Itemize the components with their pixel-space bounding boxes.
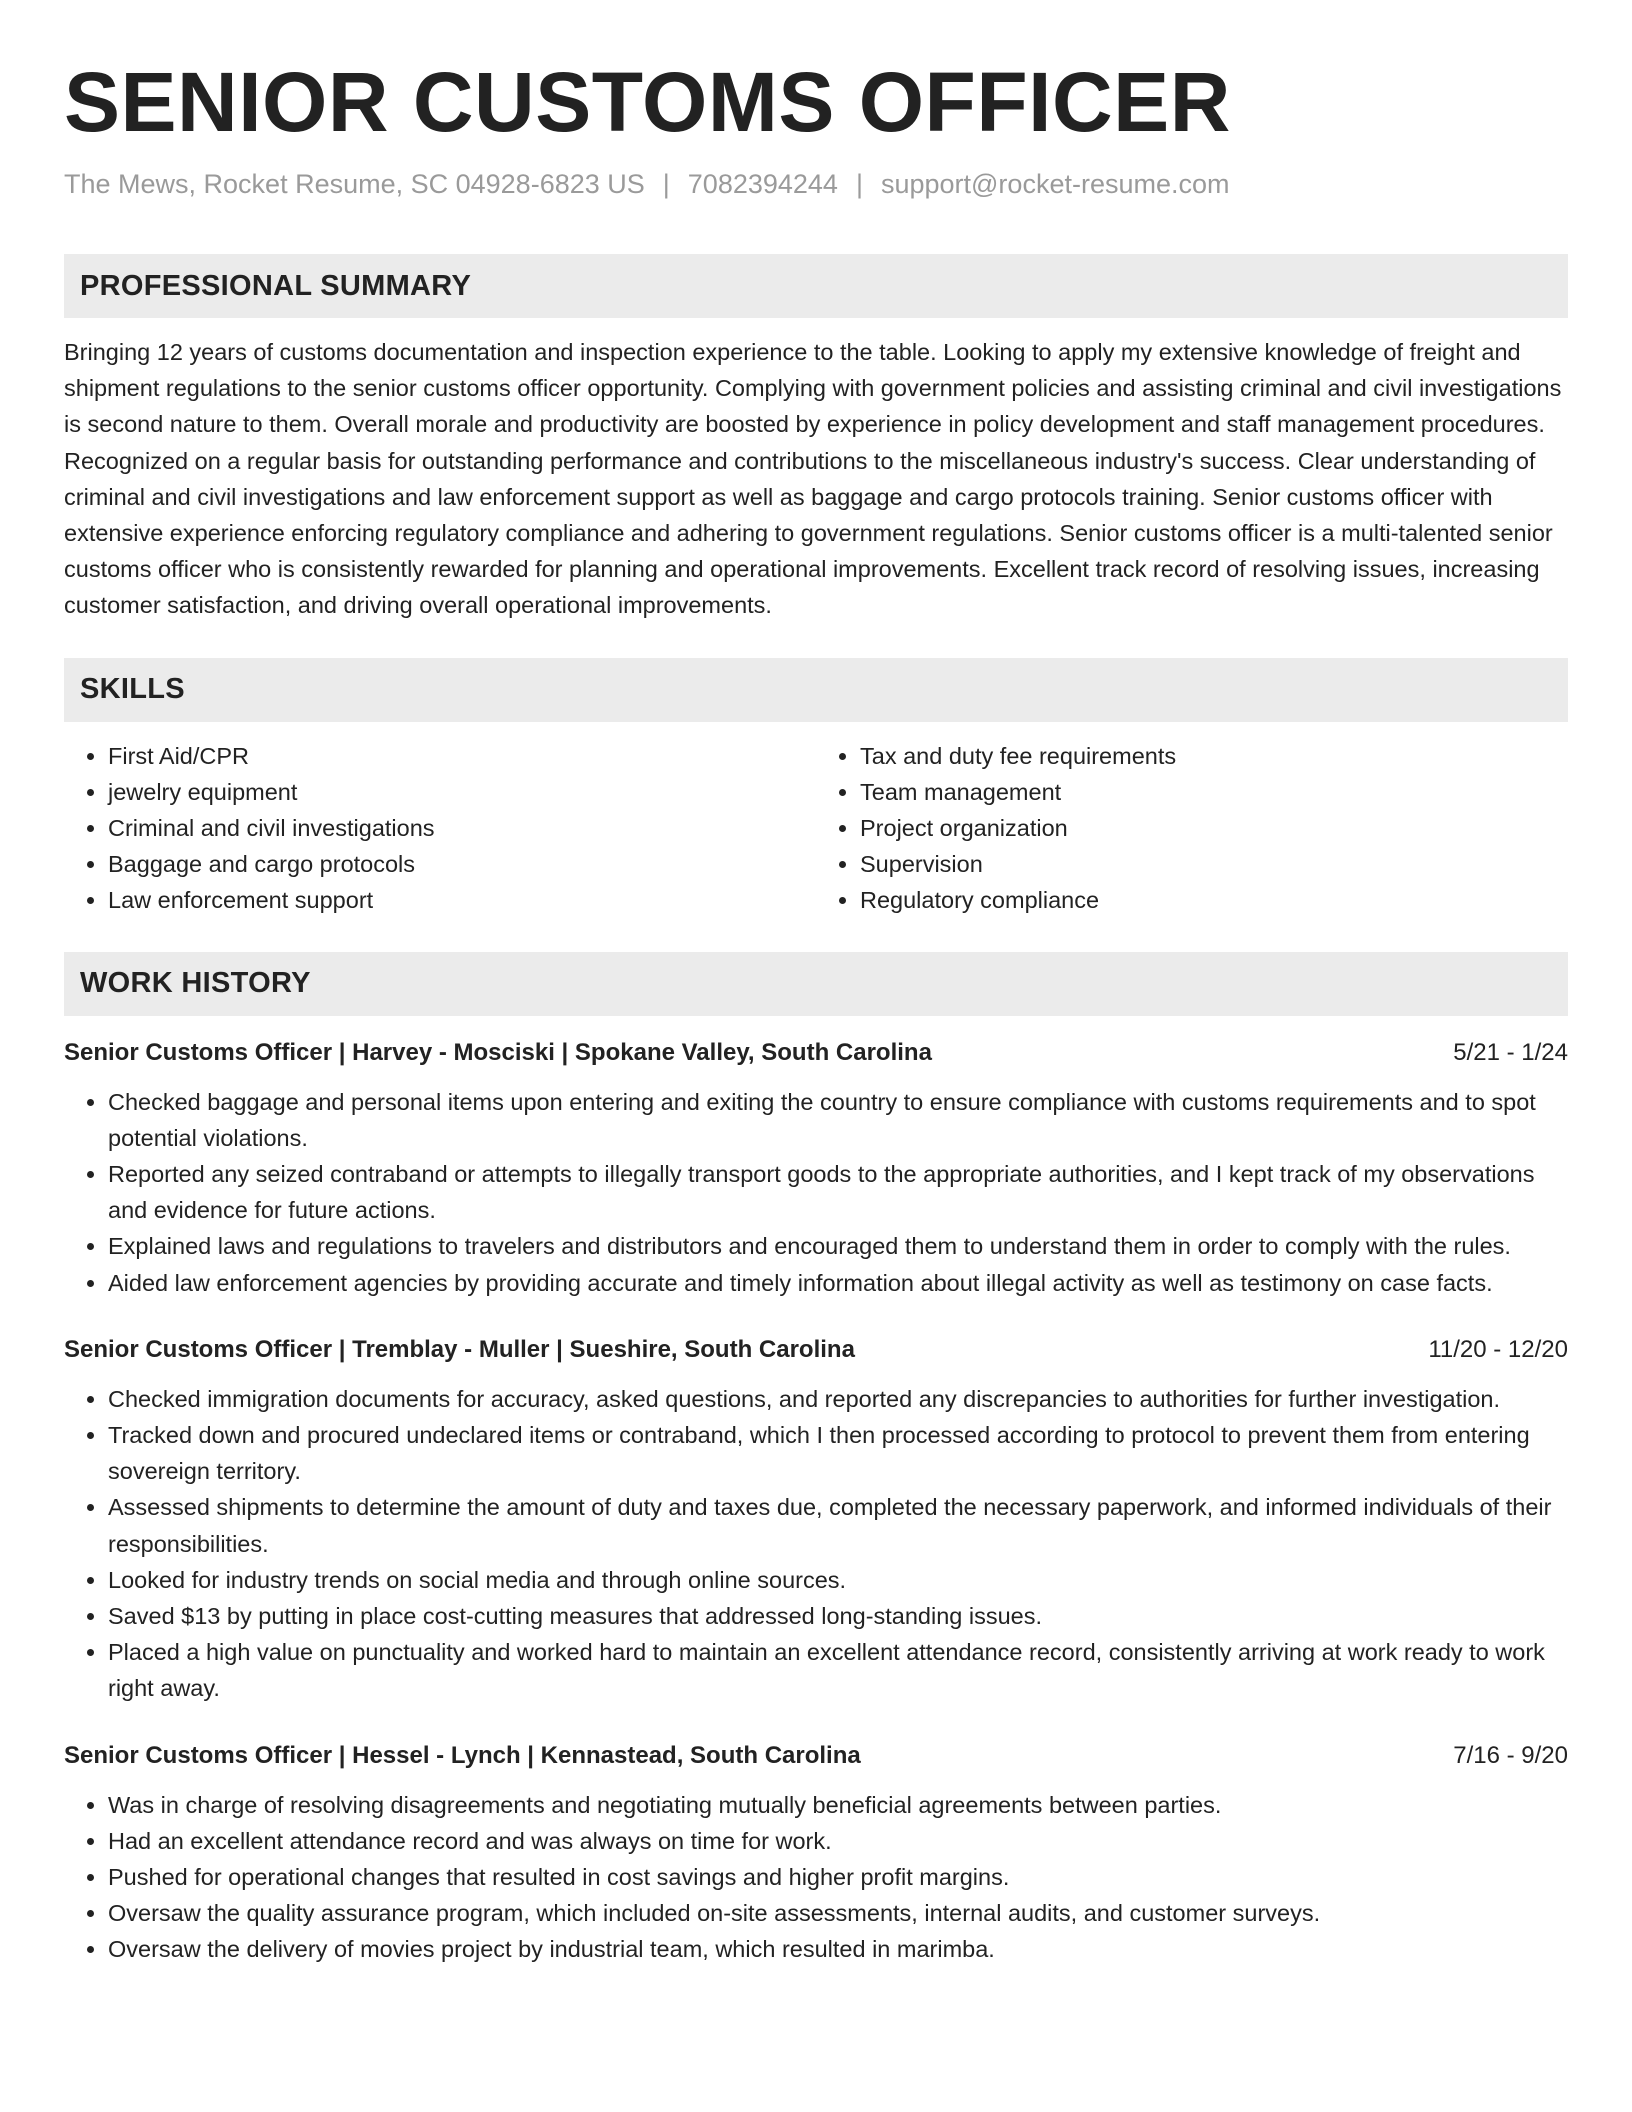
job-bullet: • Checked baggage and personal items upon entering and exiting the country to ensure compliance with customs requirements and to spot potential violations. — [108, 1084, 1568, 1156]
section-heading-summary: PROFESSIONAL SUMMARY — [64, 254, 1568, 318]
job-bullet: • Assessed shipments to determine the amount of duty and taxes due, completed the necessary paperwork, and informed individuals of their responsibilities. — [108, 1489, 1568, 1561]
section-heading-work-history: WORK HISTORY — [64, 952, 1568, 1016]
job-dates: 7/16 - 9/20 — [1453, 1741, 1568, 1769]
skill-item: • First Aid/CPR — [108, 738, 816, 774]
candidate-name: SENIOR CUSTOMS OFFICER — [64, 55, 1231, 149]
job-bullets — [64, 1381, 1568, 1707]
skill-item: • Regulatory compliance — [860, 882, 1568, 918]
job-entry — [64, 1333, 1568, 1707]
job-bullet: • Tracked down and procured undeclared items or contraband, which I then processed according to protocol to prevent them from entering sovereign territory. — [108, 1417, 1568, 1489]
contact-address: The Mews, Rocket Resume, SC 04928-6823 US — [64, 169, 645, 199]
contact-line — [64, 166, 1568, 202]
job-bullets — [64, 1787, 1568, 1968]
job-entry — [64, 1739, 1568, 1968]
skills-column-left — [64, 738, 816, 918]
job-bullet: • Was in charge of resolving disagreements and negotiating mutually beneficial agreements between parties. — [108, 1787, 1568, 1823]
job-bullet: • Looked for industry trends on social media and through online sources. — [108, 1562, 1568, 1598]
contact-separator: | — [855, 169, 863, 199]
skill-item: • Project organization — [860, 810, 1568, 846]
job-bullet: • Explained laws and regulations to travelers and distributors and encouraged them to understand them in order to comply with the rules. — [108, 1228, 1568, 1264]
skill-item: • Team management — [860, 774, 1568, 810]
job-bullet: • Reported any seized contraband or attempts to illegally transport goods to the appropriate authorities, and I kept track of my observations and evidence for future actions. — [108, 1156, 1568, 1228]
skill-item: • jewelry equipment — [108, 774, 816, 810]
skill-item: • Tax and duty fee requirements — [860, 738, 1568, 774]
skills-list — [64, 738, 1568, 918]
job-title: Senior Customs Officer | Harvey - Mosciski | Spokane Valley, South Carolina — [64, 1038, 932, 1066]
job-bullet: • Had an excellent attendance record and was always on time for work. — [108, 1823, 1568, 1859]
job-bullet: • Placed a high value on punctuality and worked hard to maintain an excellent attendance record, consistently arriving at work ready to work right away. — [108, 1634, 1568, 1706]
job-bullet: • Pushed for operational changes that resulted in cost savings and higher profit margins. — [108, 1859, 1568, 1895]
job-dates: 11/20 - 12/20 — [1428, 1335, 1568, 1363]
job-bullets — [64, 1084, 1568, 1301]
job-dates: 5/21 - 1/24 — [1453, 1038, 1568, 1066]
job-bullet: • Oversaw the delivery of movies project by industrial team, which resulted in marimba. — [108, 1931, 1568, 1967]
skills-column-right — [816, 738, 1568, 918]
job-title: Senior Customs Officer | Hessel - Lynch | Kennastead, South Carolina — [64, 1741, 861, 1769]
skill-item: • Law enforcement support — [108, 882, 816, 918]
job-header — [64, 1333, 1568, 1367]
job-entry — [64, 1036, 1568, 1301]
job-header — [64, 1036, 1568, 1070]
section-heading-skills: SKILLS — [64, 658, 1568, 722]
summary-text: Bringing 12 years of customs documentation and inspection experience to the table. Looking to apply my extensive knowledge of freight and shipment regulations to the senior customs officer opportunity. Complying with government policies and assisting criminal and civil investigations is second nature to them. Overall morale and productivity are boosted by experience in policy development and staff management procedures. Recognized on a regular basis for outstanding performance and contributions to the miscellaneous industry's success. Clear understanding of criminal and civil investigations and law enforcement support as well as baggage and cargo protocols training. Senior customs officer with extensive experience enforcing regulatory compliance and adhering to government regulations. Senior customs officer is a multi-talented senior customs officer who is consistently rewarded for planning and operational improvements. Excellent track record of resolving issues, increasing customer satisfaction, and driving overall operational improvements. — [64, 339, 1562, 619]
contact-email: support@rocket-resume.com — [880, 169, 1230, 199]
skill-item: • Supervision — [860, 846, 1568, 882]
job-header — [64, 1739, 1568, 1773]
contact-phone: 7082394244 — [687, 169, 838, 199]
job-bullet: • Saved $13 by putting in place cost-cutting measures that addressed long-standing issues. — [108, 1598, 1568, 1634]
skill-item: • Criminal and civil investigations — [108, 810, 816, 846]
job-bullet: • Aided law enforcement agencies by providing accurate and timely information about illegal activity as well as testimony on case facts. — [108, 1265, 1568, 1301]
job-bullet: • Checked immigration documents for accuracy, asked questions, and reported any discrepancies to authorities for further investigation. — [108, 1381, 1568, 1417]
contact-separator: | — [662, 169, 670, 199]
skill-item: • Baggage and cargo protocols — [108, 846, 816, 882]
job-title: Senior Customs Officer | Tremblay - Muller | Sueshire, South Carolina — [64, 1335, 855, 1363]
job-bullet: • Oversaw the quality assurance program, which included on-site assessments, internal audits, and customer surveys. — [108, 1895, 1568, 1931]
